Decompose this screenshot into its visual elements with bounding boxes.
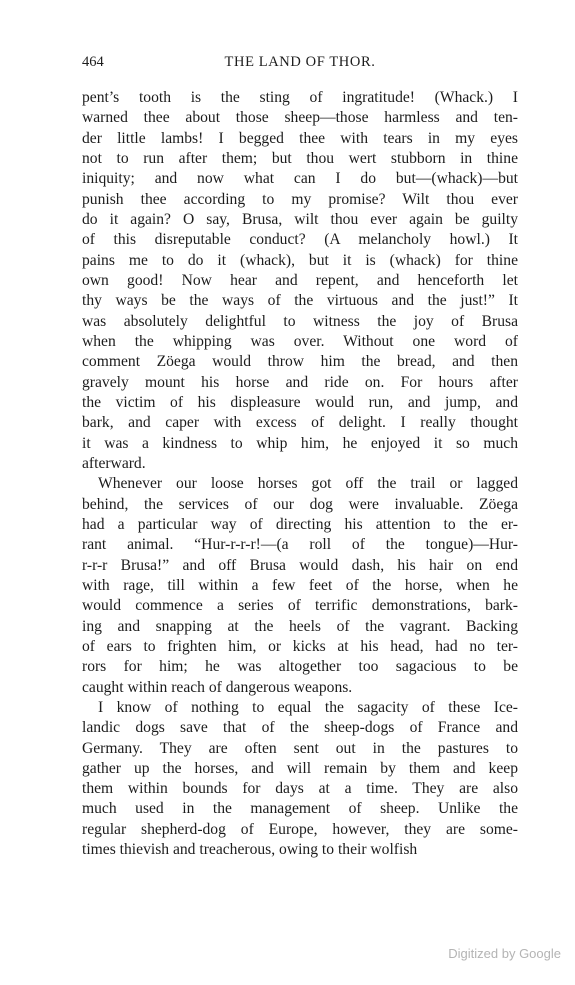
text-line: ing and snapping at the heels of the vagrant. Backing [82, 617, 518, 635]
text-line: when the whipping was over. Without one word of [82, 332, 518, 350]
text-line: regular shepherd-dog of Europe, however, they are some- [82, 820, 518, 838]
text-line: Germany. They are often sent out in the pastures to [82, 739, 518, 757]
paragraph [82, 474, 518, 698]
text-line: I know of nothing to equal the sagacity of these Ice- [98, 698, 518, 716]
text-line: them within bounds for days at a time. They are also [82, 780, 518, 798]
text-line: of ears to frighten him, or kicks at his head, had no ter- [82, 637, 518, 655]
text-line: it was a kindness to whip him, he enjoyed it so much [82, 434, 518, 452]
text-line: landic dogs save that of the sheep-dogs of France and [82, 719, 518, 737]
text-line: with rage, till within a few feet of the horse, when he [82, 576, 518, 594]
text-line: pent’s tooth is the sting of ingratitude! (Whack.) I [82, 89, 518, 106]
text-line: thy ways be the ways of the virtuous and the just!” It [82, 292, 518, 310]
text-line: of this disreputable conduct? (A melancholy howl.) It [82, 231, 518, 249]
text-line: gravely mount his horse and ride on. For hours after [82, 373, 518, 391]
text-line: times thievish and treacherous, owing to their wolfish [82, 841, 418, 859]
text-line: would commence a series of terrific demonstrations, bark- [82, 597, 518, 615]
text-line: punish thee according to my promise? Wilt thou ever [82, 190, 518, 208]
text-line: iniquity; and now what can I do but—(whack)—but [82, 170, 518, 188]
text-line: Whenever our loose horses got off the trail or lagged [98, 475, 518, 493]
paragraph [82, 698, 518, 861]
text-line: gather up the horses, and will remain by them and keep [82, 759, 518, 777]
text-line: rant animal. “Hur-r-r-r!—(a roll of the tongue)—Hur- [82, 536, 518, 554]
running-title: THE LAND OF THOR. [224, 54, 376, 70]
page-header [82, 52, 518, 72]
text-line: behind, the services of our dog were invaluable. Zöega [82, 495, 518, 513]
text-line: comment Zöega would throw him the bread, and then [82, 353, 518, 371]
text-line: r-r-r Brusa!” and off Brusa would dash, his hair on end [82, 556, 518, 574]
text-line: the victim of his displeasure would run, and jump, and [82, 393, 518, 411]
text-line: warned thee about those sheep—those harmless and ten- [82, 109, 518, 127]
text-line: afterward. [82, 454, 146, 472]
digitized-by-google-watermark: Digitized by Google [448, 946, 561, 961]
text-line: had a particular way of directing his attention to the er- [82, 515, 518, 533]
text-line: der little lambs! I begged thee with tears in my eyes [82, 129, 518, 147]
text-line: pains me to do it (whack), but it is (whack) for thine [82, 251, 518, 269]
body-text [82, 88, 518, 860]
text-line: was absolutely delightful to witness the joy of Brusa [82, 312, 518, 330]
text-line: rors for him; he was altogether too sagacious to be [82, 658, 518, 676]
text-line: own good! Now hear and repent, and henceforth let [82, 271, 518, 289]
text-line: not to run after them; but thou wert stubborn in thine [82, 149, 518, 167]
text-line: do it again? O say, Brusa, wilt thou ever again be guilty [82, 210, 518, 228]
text-line: bark, and caper with excess of delight. I really thought [82, 414, 518, 432]
text-line: caught within reach of dangerous weapons. [82, 678, 353, 696]
text-line: much used in the management of sheep. Unlike the [82, 800, 518, 818]
page-number: 464 [82, 54, 104, 70]
paragraph [82, 88, 518, 474]
